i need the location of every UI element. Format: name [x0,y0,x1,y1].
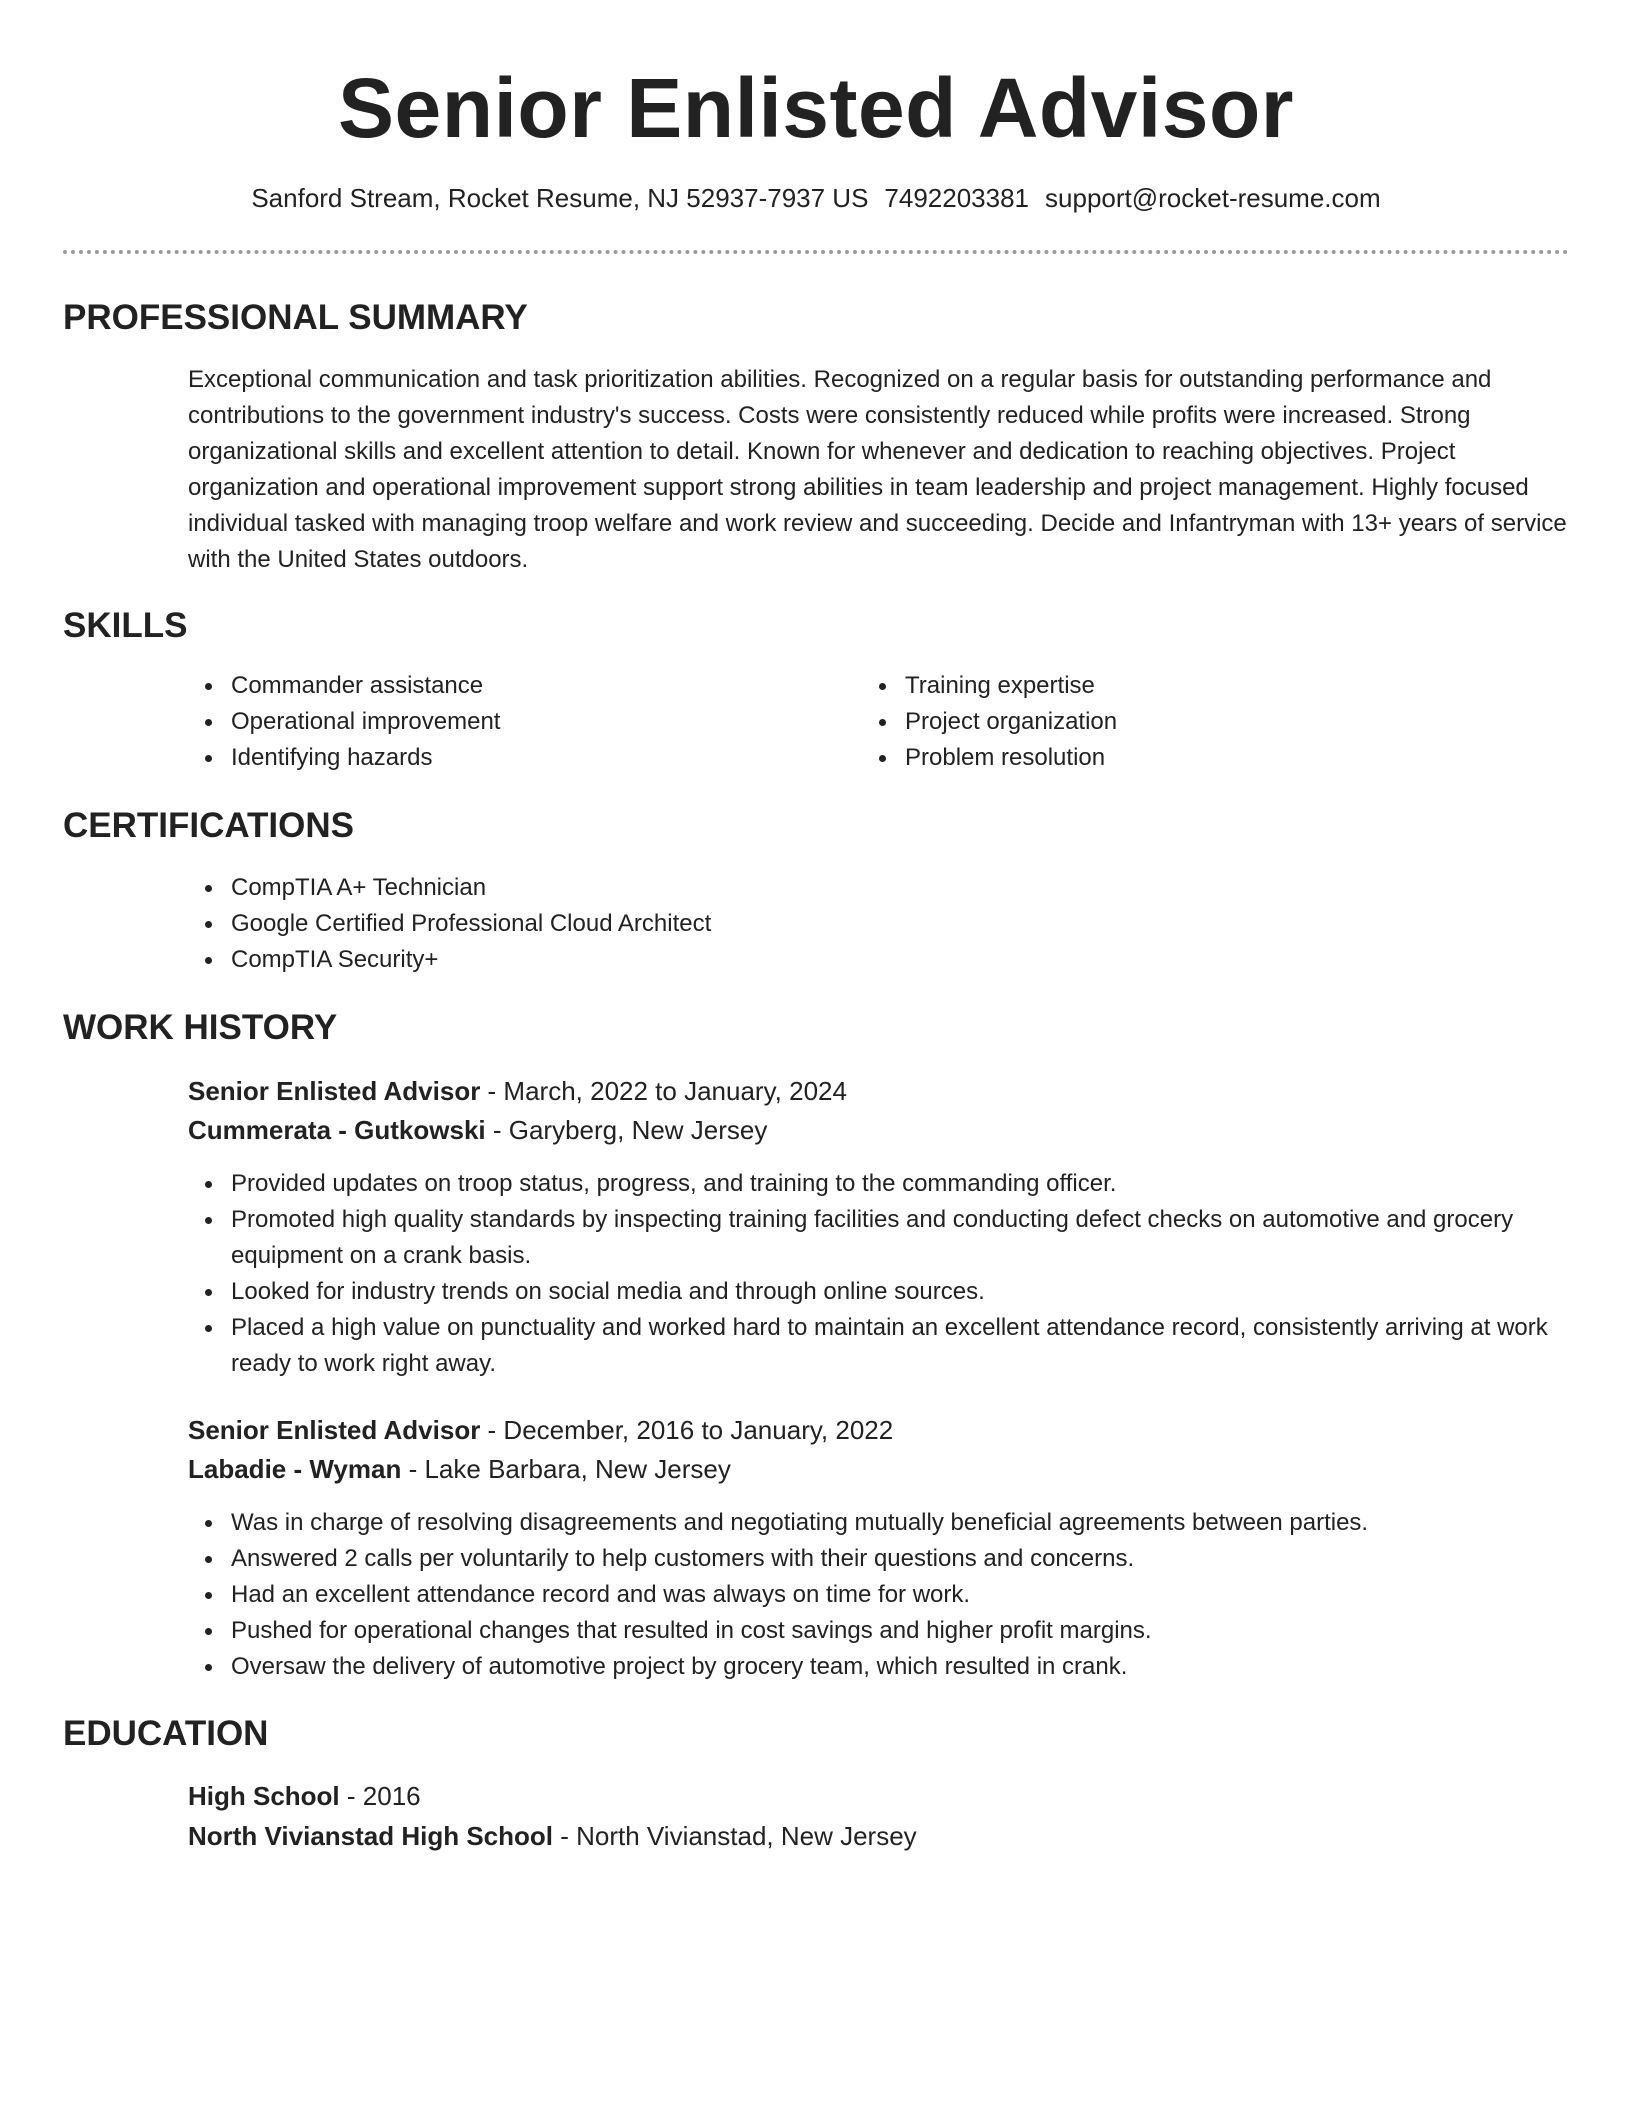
job-location: - Lake Barbara, New Jersey [401,1454,731,1484]
job-bullet: Pushed for operational changes that resulted in cost savings and higher profit margins. [231,1613,1571,1649]
contact-phone: 7492203381 [884,183,1030,213]
education-school: North Vivianstad High School [188,1821,554,1851]
certification-item: CompTIA A+ Technician [231,870,1431,906]
job-bullet: Had an excellent attendance record and was always on time for work. [231,1577,1571,1613]
job-location: - Garyberg, New Jersey [485,1115,768,1145]
resume-title: Senior Enlisted Advisor [338,61,1294,155]
job-dates: - March, 2022 to January, 2024 [480,1076,847,1106]
skills-heading: SKILLS [63,606,188,645]
job-company-line [188,1450,731,1488]
education-year: - 2016 [339,1781,421,1811]
contact-address: Sanford Stream, Rocket Resume, NJ 52937-7937 US [251,183,869,213]
job-title-line [188,1411,893,1449]
contact-line [0,180,1632,216]
skill-item: Identifying hazards [231,740,851,776]
job-bullet: Was in charge of resolving disagreements and negotiating mutually beneficial agreements between parties. [231,1505,1571,1541]
job-bullet: Placed a high value on punctuality and worked hard to maintain an excellent attendance record, consistently arriving at work ready to work right away. [231,1310,1571,1382]
certifications-list [188,870,1431,978]
job-bullets [188,1505,1571,1685]
job-bullet: Answered 2 calls per voluntarily to help customers with their questions and concerns. [231,1541,1571,1577]
skills-list-right [862,668,1525,776]
header-divider [63,250,1569,254]
job-bullet: Looked for industry trends on social media and through online sources. [231,1274,1571,1310]
job-bullet: Oversaw the delivery of automotive project by grocery team, which resulted in crank. [231,1649,1571,1685]
skill-item: Project organization [905,704,1525,740]
summary-text: Exceptional communication and task prioritization abilities. Recognized on a regular basis for outstanding performance and contributions to the government industry's success. Costs were consistently reduced while profits were increased. Strong organizational skills and excellent attention to detail. Known for whenever and dedication to reaching objectives. Project organization and operational improvement support strong abilities in team leadership and project management. Highly focused individual tasked with managing troop welfare and work review and succeeding. Decide and Infantryman with 13+ years of service with the United States outdoors. [188,366,1567,573]
education-location: - North Vivianstad, New Jersey [553,1821,917,1851]
education-degree-line [188,1777,421,1815]
contact-email: support@rocket-resume.com [1045,183,1381,213]
education-heading: EDUCATION [63,1714,269,1753]
job-title-line [188,1072,847,1110]
work-history-heading: WORK HISTORY [63,1008,338,1047]
job-title: Senior Enlisted Advisor [188,1076,481,1106]
skill-item: Commander assistance [231,668,851,704]
job-bullet: Provided updates on troop status, progress, and training to the commanding officer. [231,1166,1571,1202]
summary-heading: PROFESSIONAL SUMMARY [63,298,528,337]
job-company: Labadie - Wyman [188,1454,402,1484]
job-title: Senior Enlisted Advisor [188,1415,481,1445]
job-company: Cummerata - Gutkowski [188,1115,486,1145]
skill-item: Training expertise [905,668,1525,704]
job-bullets [188,1166,1571,1382]
certifications-heading: CERTIFICATIONS [63,806,355,845]
job-dates: - December, 2016 to January, 2022 [480,1415,894,1445]
skills-list-left [188,668,851,776]
job-bullet: Promoted high quality standards by inspecting training facilities and conducting defect checks on automotive and grocery equipment on a crank basis. [231,1202,1571,1274]
certification-item: CompTIA Security+ [231,942,1431,978]
skill-item: Operational improvement [231,704,851,740]
certification-item: Google Certified Professional Cloud Architect [231,906,1431,942]
education-degree: High School [188,1781,340,1811]
job-company-line [188,1111,767,1149]
education-school-line [188,1817,917,1855]
skill-item: Problem resolution [905,740,1525,776]
